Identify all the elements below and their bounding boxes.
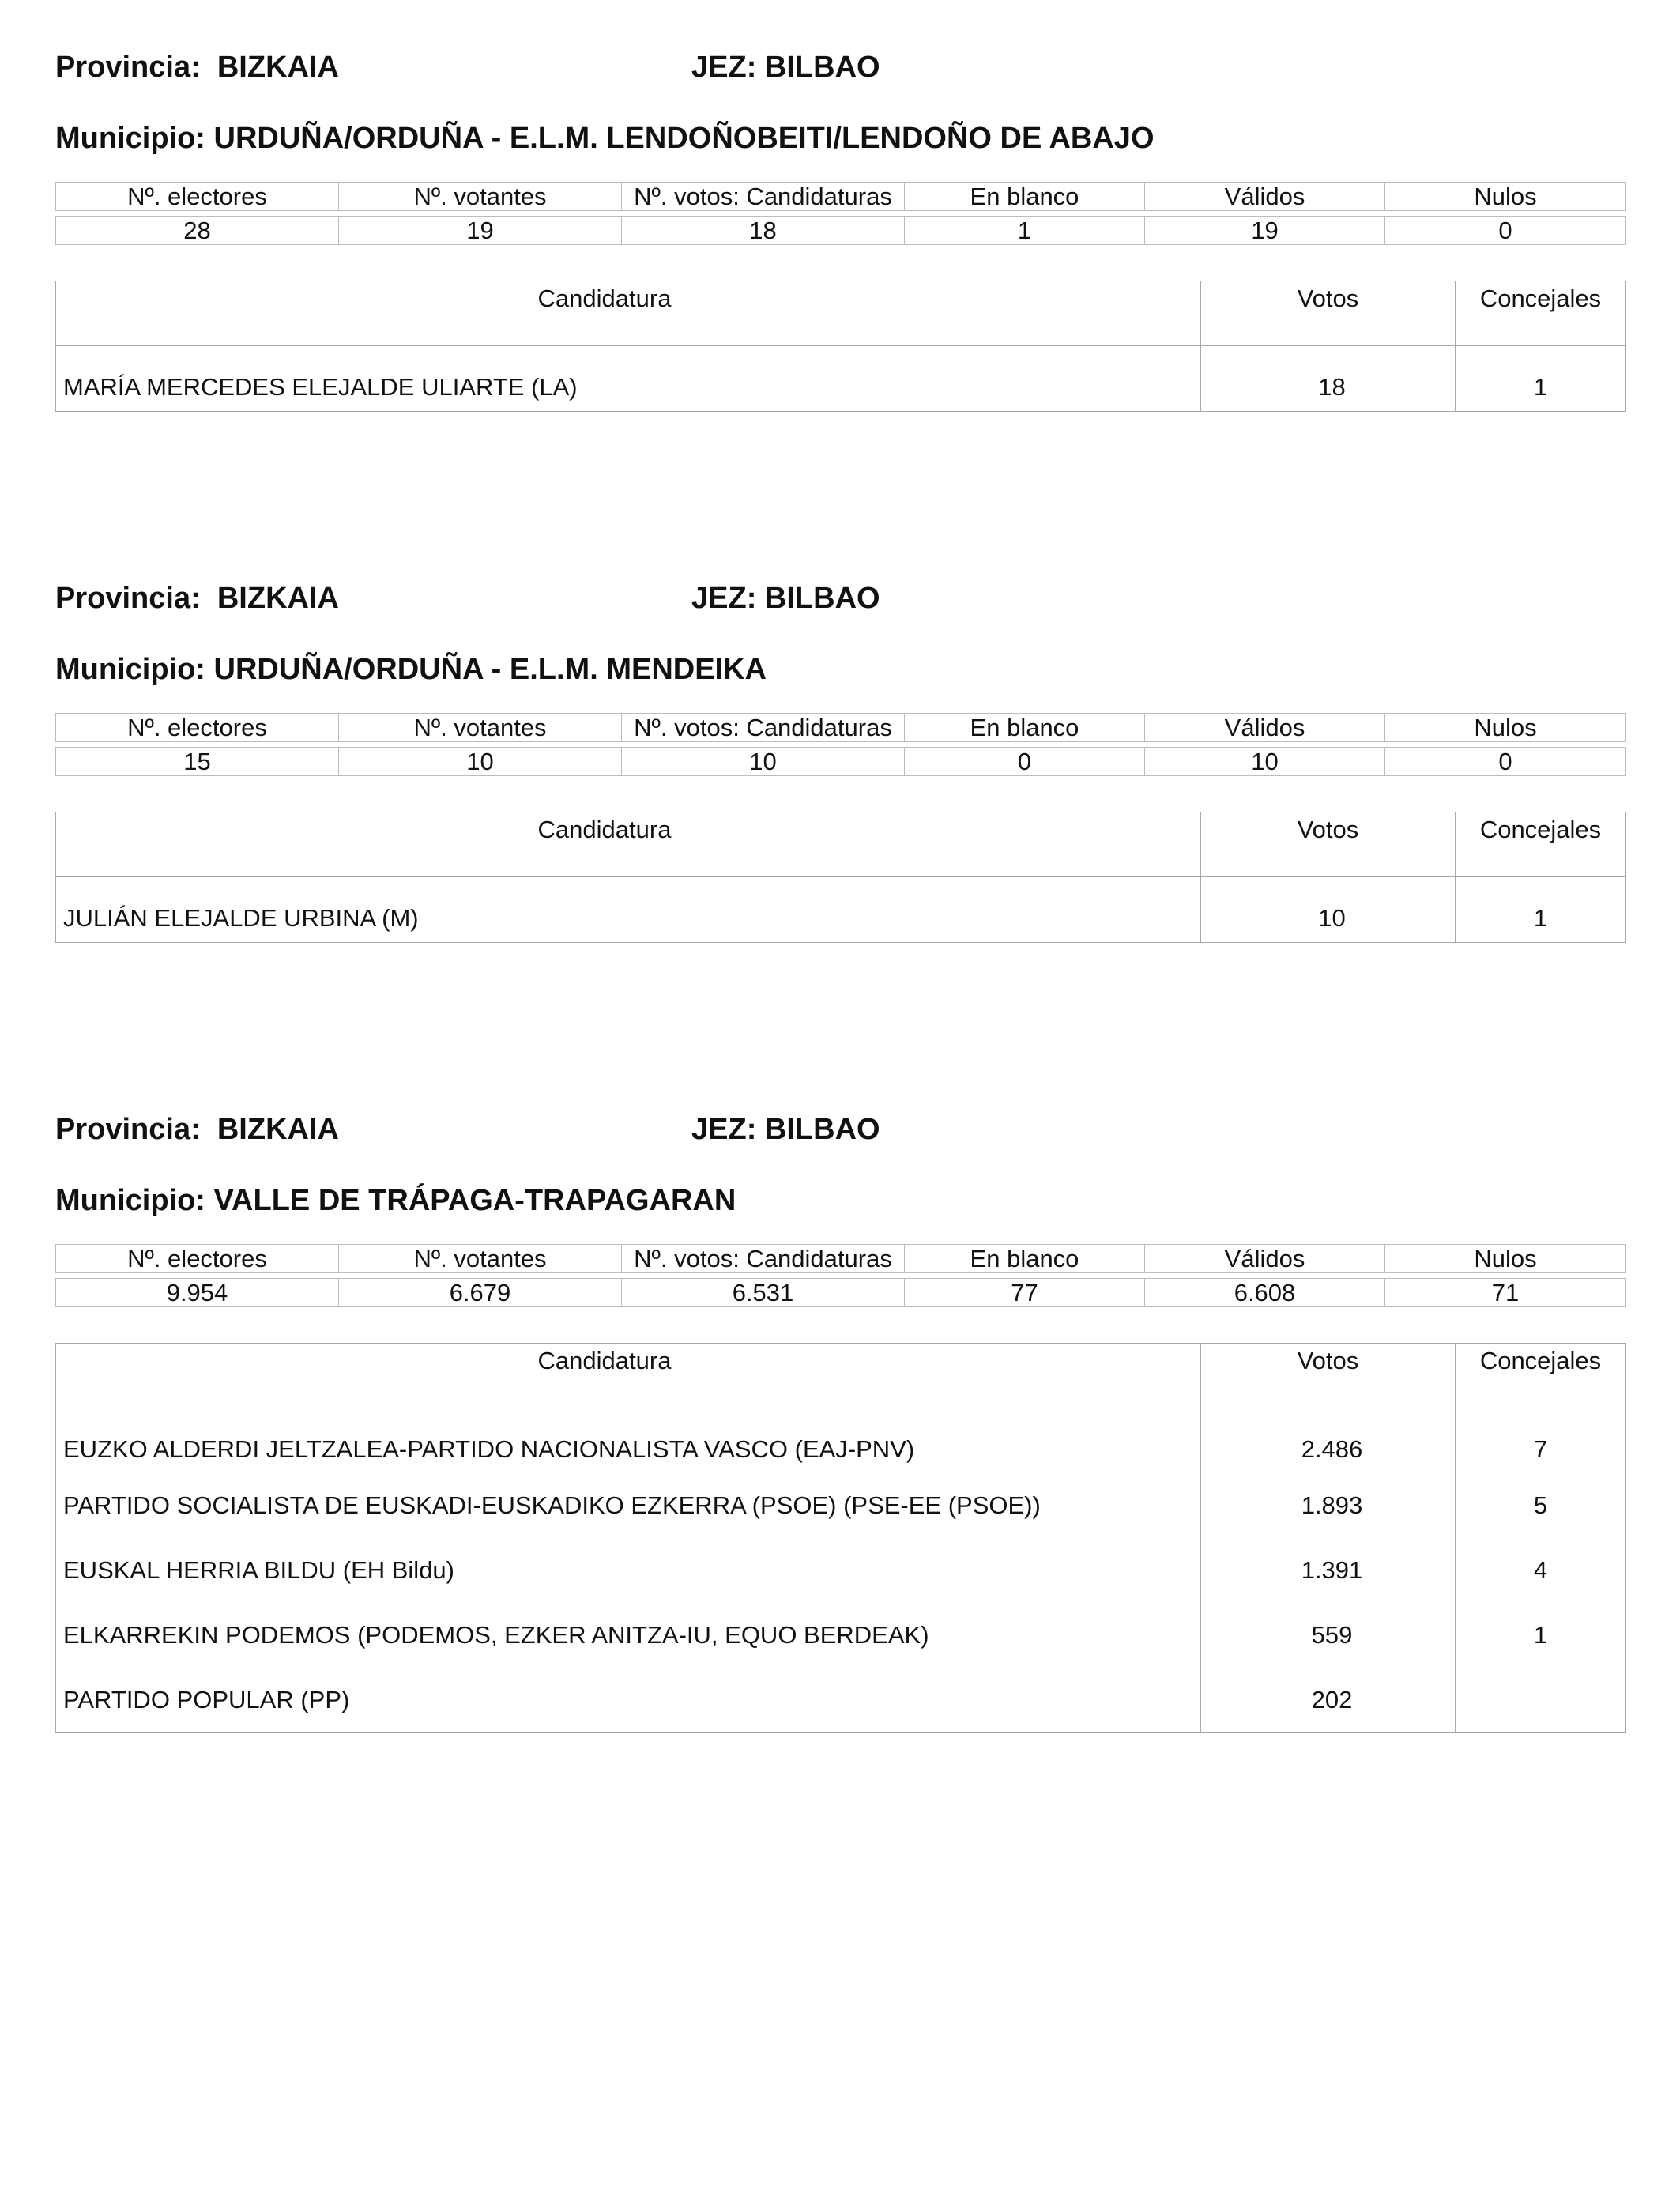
candidaturas-header-row <box>56 281 1626 346</box>
stats-value-row <box>56 217 1626 245</box>
candidate-name: EUSKAL HERRIA BILDU (EH Bildu) <box>56 1538 1201 1603</box>
candidate-votos: 10 <box>1201 877 1456 943</box>
stat-header-nulos: Nulos <box>1385 1245 1626 1273</box>
candidate-name: PARTIDO POPULAR (PP) <box>56 1668 1201 1733</box>
header-votos: Votos <box>1201 812 1456 877</box>
stat-header-nulos: Nulos <box>1385 183 1626 211</box>
jez-value: BILBAO <box>764 582 880 615</box>
candidate-votos: 202 <box>1201 1668 1456 1733</box>
candidate-votos: 559 <box>1201 1603 1456 1668</box>
municipio-heading <box>55 122 1155 156</box>
candidate-row <box>56 346 1626 412</box>
header-concejales: Concejales <box>1456 812 1626 877</box>
candidate-concejales: 5 <box>1456 1473 1626 1538</box>
candidaturas-table <box>55 1343 1626 1733</box>
stat-header-electores: Nº. electores <box>56 714 339 742</box>
stat-header-en-blanco: En blanco <box>905 1245 1145 1273</box>
stat-electores: 28 <box>56 217 339 245</box>
stats-table <box>55 713 1626 776</box>
candidaturas-header-row <box>56 1344 1626 1408</box>
jez-value: BILBAO <box>764 1113 880 1146</box>
stat-votantes: 10 <box>339 748 622 776</box>
municipio-heading <box>55 653 767 687</box>
candidate-votos: 2.486 <box>1201 1408 1456 1474</box>
candidaturas-table <box>55 812 1626 943</box>
stat-nulos: 0 <box>1385 748 1626 776</box>
candidate-concejales: 1 <box>1456 346 1626 412</box>
header-concejales: Concejales <box>1456 281 1626 346</box>
provincia-heading <box>55 1113 339 1147</box>
stat-validos: 10 <box>1145 748 1385 776</box>
stats-value-row <box>56 1279 1626 1307</box>
jez-label: JEZ: <box>691 1113 757 1146</box>
municipio-heading <box>55 1184 736 1218</box>
municipio-label: Municipio: <box>55 122 205 155</box>
municipio-value: URDUÑA/ORDUÑA - E.L.M. MENDEIKA <box>213 653 767 686</box>
candidate-row <box>56 1473 1626 1538</box>
stat-en-blanco: 0 <box>905 748 1145 776</box>
stat-electores: 15 <box>56 748 339 776</box>
municipio-label: Municipio: <box>55 653 205 686</box>
header-candidatura: Candidatura <box>56 1344 1201 1408</box>
candidate-row <box>56 1538 1626 1603</box>
candidate-row <box>56 877 1626 943</box>
candidate-concejales: 1 <box>1456 1603 1626 1668</box>
provincia-heading <box>55 582 339 616</box>
stat-votantes: 19 <box>339 217 622 245</box>
stat-header-votos-candidaturas: Nº. votos: Candidaturas <box>622 183 905 211</box>
jez-label: JEZ: <box>691 582 757 615</box>
stat-header-votantes: Nº. votantes <box>339 183 622 211</box>
candidate-name: PARTIDO SOCIALISTA DE EUSKADI-EUSKADIKO EZKERRA (PSOE) (PSE-EE (PSOE)) <box>56 1473 1201 1538</box>
stat-header-votantes: Nº. votantes <box>339 714 622 742</box>
jez-heading <box>691 1113 880 1147</box>
provincia-value: BIZKAIA <box>217 1113 339 1146</box>
jez-label: JEZ: <box>691 51 757 84</box>
header-concejales: Concejales <box>1456 1344 1626 1408</box>
candidate-name: EUZKO ALDERDI JELTZALEA-PARTIDO NACIONALISTA VASCO (EAJ-PNV) <box>56 1408 1201 1474</box>
provincia-label: Provincia: <box>55 582 201 615</box>
candidate-concejales <box>1456 1668 1626 1733</box>
stat-votos-candidaturas: 6.531 <box>622 1279 905 1307</box>
stat-header-votantes: Nº. votantes <box>339 1245 622 1273</box>
stat-header-nulos: Nulos <box>1385 714 1626 742</box>
provincia-value: BIZKAIA <box>217 51 339 84</box>
stats-table <box>55 1244 1626 1307</box>
stats-header-row <box>56 714 1626 742</box>
candidate-concejales: 1 <box>1456 877 1626 943</box>
header-votos: Votos <box>1201 281 1456 346</box>
candidaturas-header-row <box>56 812 1626 877</box>
candidate-concejales: 4 <box>1456 1538 1626 1603</box>
candidate-votos: 1.893 <box>1201 1473 1456 1538</box>
stats-value-row <box>56 748 1626 776</box>
header-candidatura: Candidatura <box>56 281 1201 346</box>
stat-validos: 19 <box>1145 217 1385 245</box>
stat-en-blanco: 1 <box>905 217 1145 245</box>
candidate-name: MARÍA MERCEDES ELEJALDE ULIARTE (LA) <box>56 346 1201 412</box>
header-candidatura: Candidatura <box>56 812 1201 877</box>
stat-electores: 9.954 <box>56 1279 339 1307</box>
header-votos: Votos <box>1201 1344 1456 1408</box>
candidate-concejales: 7 <box>1456 1408 1626 1474</box>
stat-header-en-blanco: En blanco <box>905 183 1145 211</box>
candidate-row <box>56 1603 1626 1668</box>
provincia-heading <box>55 51 339 85</box>
stat-nulos: 0 <box>1385 217 1626 245</box>
stat-votos-candidaturas: 18 <box>622 217 905 245</box>
stat-validos: 6.608 <box>1145 1279 1385 1307</box>
stats-header-row <box>56 183 1626 211</box>
stat-header-electores: Nº. electores <box>56 1245 339 1273</box>
municipio-value: VALLE DE TRÁPAGA-TRAPAGARAN <box>213 1184 736 1217</box>
stat-header-electores: Nº. electores <box>56 183 339 211</box>
candidaturas-table <box>55 281 1626 412</box>
municipio-value: URDUÑA/ORDUÑA - E.L.M. LENDOÑOBEITI/LENDOÑO DE ABAJO <box>213 122 1155 155</box>
candidate-row <box>56 1408 1626 1474</box>
jez-heading <box>691 582 880 616</box>
candidate-name: JULIÁN ELEJALDE URBINA (M) <box>56 877 1201 943</box>
candidate-votos: 18 <box>1201 346 1456 412</box>
candidate-name: ELKARREKIN PODEMOS (PODEMOS, EZKER ANITZA-IU, EQUO BERDEAK) <box>56 1603 1201 1668</box>
stat-header-validos: Válidos <box>1145 714 1385 742</box>
stat-header-validos: Válidos <box>1145 183 1385 211</box>
stat-nulos: 71 <box>1385 1279 1626 1307</box>
jez-value: BILBAO <box>764 51 880 84</box>
stat-header-validos: Válidos <box>1145 1245 1385 1273</box>
stats-header-row <box>56 1245 1626 1273</box>
stats-table <box>55 182 1626 245</box>
stat-votantes: 6.679 <box>339 1279 622 1307</box>
stat-votos-candidaturas: 10 <box>622 748 905 776</box>
candidate-votos: 1.391 <box>1201 1538 1456 1603</box>
stat-header-votos-candidaturas: Nº. votos: Candidaturas <box>622 1245 905 1273</box>
stat-header-en-blanco: En blanco <box>905 714 1145 742</box>
provincia-value: BIZKAIA <box>217 582 339 615</box>
stat-en-blanco: 77 <box>905 1279 1145 1307</box>
jez-heading <box>691 51 880 85</box>
municipio-label: Municipio: <box>55 1184 205 1217</box>
provincia-label: Provincia: <box>55 1113 201 1146</box>
provincia-label: Provincia: <box>55 51 201 84</box>
candidate-row <box>56 1668 1626 1733</box>
stat-header-votos-candidaturas: Nº. votos: Candidaturas <box>622 714 905 742</box>
